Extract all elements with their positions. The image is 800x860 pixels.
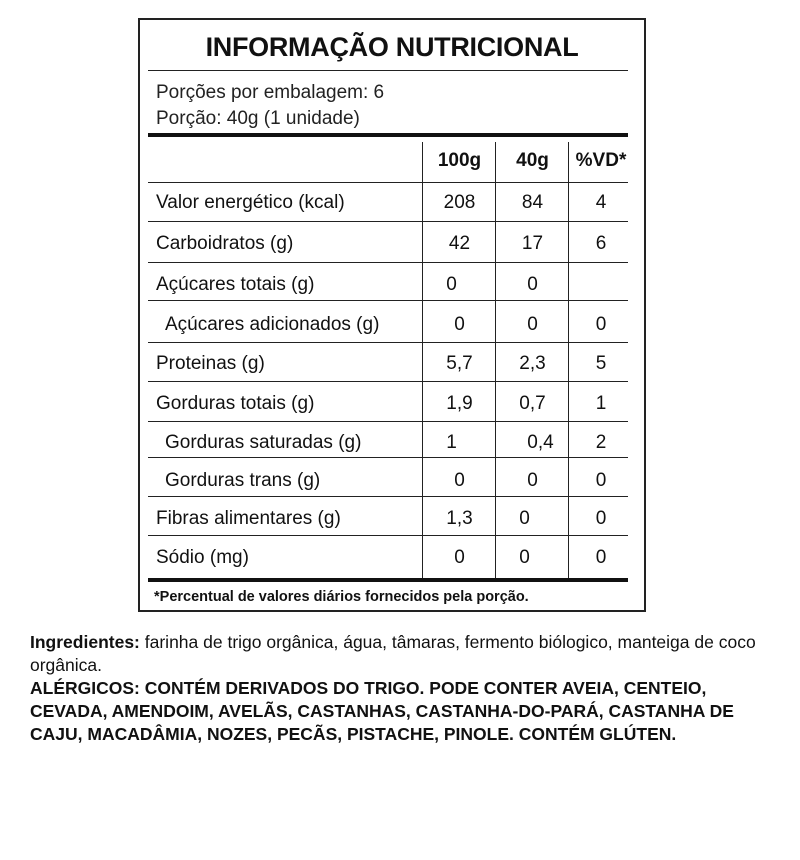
nutrient-name: Açúcares adicionados (g) — [165, 314, 380, 335]
row-divider — [148, 182, 628, 183]
value-40g: 0 — [527, 274, 538, 295]
value-40g: 0 — [527, 314, 538, 335]
value-40g: 0 — [527, 470, 538, 491]
value-100g: 5,7 — [446, 353, 473, 374]
column-divider — [495, 142, 496, 579]
title-divider — [148, 70, 628, 71]
nutrient-name: Valor energético (kcal) — [156, 192, 345, 213]
allergens-warning: ALÉRGICOS: CONTÉM DERIVADOS DO TRIGO. PODE CONTER AVEIA, CENTEIO, CEVADA, AMENDOIM, AVELÃS, CASTANHAS, CASTANHA-DO-PARÁ, CASTANHA DE CAJU, MACADÂMIA, NOZES, PECÃS, PISTACHE, PINOLE. CONTÉM GLÚTEN. — [30, 678, 734, 744]
column-header-100g: 100g — [437, 150, 482, 171]
value-100g: 0 — [446, 274, 457, 295]
value-100g: 1 — [446, 432, 457, 453]
serving-divider — [148, 133, 628, 137]
ingredients-text: farinha de trigo orgânica, água, tâmaras, fermento biólogico, manteiga de coco orgânica. — [30, 632, 756, 675]
value-100g: 0 — [454, 314, 465, 335]
row-divider — [148, 342, 628, 343]
value-100g: 0 — [454, 470, 465, 491]
value-vd: 4 — [595, 192, 607, 213]
value-100g: 0 — [454, 547, 465, 568]
column-header-vd: %VD* — [575, 150, 627, 171]
nutrient-name: Gorduras totais (g) — [156, 393, 315, 414]
column-divider — [568, 142, 569, 579]
row-divider — [148, 300, 628, 301]
row-divider — [148, 496, 628, 497]
value-40g: 17 — [521, 233, 544, 254]
value-40g: 84 — [521, 192, 544, 213]
row-divider — [148, 457, 628, 458]
value-100g: 42 — [448, 233, 471, 254]
nutrient-name: Açúcares totais (g) — [156, 274, 315, 295]
row-divider — [148, 262, 628, 263]
column-divider — [422, 142, 423, 579]
row-divider — [148, 535, 628, 536]
ingredients-line — [30, 631, 770, 677]
nutrient-name: Proteinas (g) — [156, 353, 265, 374]
row-divider — [148, 381, 628, 382]
value-100g: 1,9 — [446, 393, 473, 414]
column-header-40g: 40g — [516, 150, 549, 171]
footnote: *Percentual de valores diários fornecidos pela porção. — [154, 589, 529, 605]
value-vd: 0 — [595, 470, 607, 491]
value-100g: 1,3 — [446, 508, 473, 529]
nutrient-name: Gorduras trans (g) — [165, 470, 321, 491]
row-divider — [148, 221, 628, 222]
value-vd: 5 — [595, 353, 607, 374]
servings-per-package: Porções por embalagem: 6 — [156, 82, 385, 103]
value-100g: 208 — [443, 192, 476, 213]
value-vd: 2 — [595, 432, 607, 453]
nutrition-facts-label — [138, 18, 646, 612]
value-40g: 2,3 — [519, 353, 546, 374]
value-vd: 1 — [595, 393, 607, 414]
value-40g: 0,7 — [519, 393, 546, 414]
row-divider — [148, 421, 628, 422]
nutrient-name: Gorduras saturadas (g) — [165, 432, 362, 453]
value-vd: 0 — [595, 314, 607, 335]
serving-info — [156, 80, 384, 132]
nutrient-name: Sódio (mg) — [156, 547, 249, 568]
nutrient-name: Carboidratos (g) — [156, 233, 294, 254]
table-bottom-divider — [148, 578, 628, 582]
ingredients-block — [30, 631, 770, 746]
value-40g: 0 — [519, 547, 530, 568]
value-40g: 0 — [519, 508, 530, 529]
label-title: INFORMAÇÃO NUTRICIONAL — [205, 32, 579, 62]
value-vd: 0 — [595, 508, 607, 529]
value-vd: 0 — [595, 547, 607, 568]
ingredients-label: Ingredientes: — [30, 632, 140, 652]
value-vd: 6 — [595, 233, 607, 254]
nutrient-name: Fibras alimentares (g) — [156, 508, 341, 529]
serving-size: Porção: 40g (1 unidade) — [156, 108, 360, 129]
value-40g: 0,4 — [527, 432, 554, 453]
